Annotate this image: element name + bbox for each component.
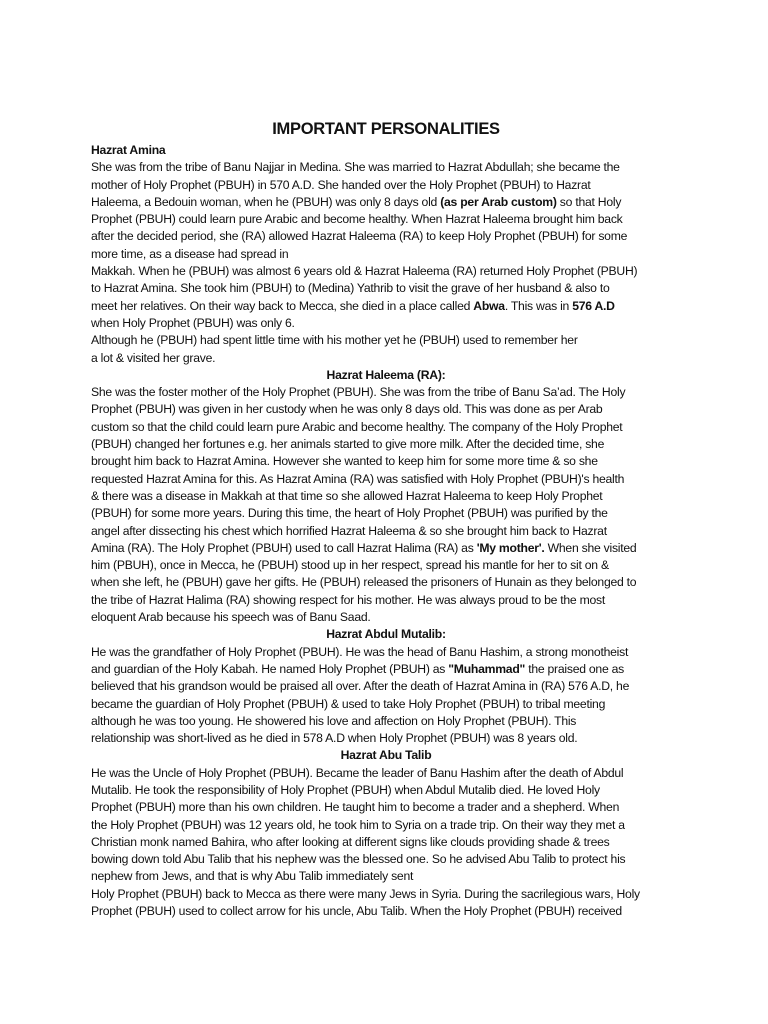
bold-text: "Muhammad" [448,661,526,676]
text-run: & there was a disease in Makkah at that time so she allowed Hazrat Haleema to keep Holy Prophet [91,488,603,503]
paragraph-line [91,609,681,626]
paragraph-line [91,730,681,747]
paragraph-line [91,315,681,332]
text-run: Mutalib. He took the responsibility of Holy Prophet (PBUH) when Abdul Mutalib died. He loved Holy [91,782,600,797]
text-run: She was from the tribe of Banu Najjar in Medina. She was married to Hazrat Abdullah; she became the [91,160,620,175]
text-run: although he was too young. He showered his love and affection on Holy Prophet (PBUH). This [91,713,577,728]
paragraph-line [91,834,681,851]
section [91,747,681,920]
paragraph-line [91,661,681,678]
paragraph-line [91,886,681,903]
text-run: Holy Prophet (PBUH) back to Mecca as there were many Jews in Syria. During the sacrilegious wars, Holy [91,886,640,901]
paragraph-line [91,851,681,868]
text-run: Makkah. When he (PBUH) was almost 6 years old & Hazrat Haleema (RA) returned Holy Prophet (PBUH) [91,264,638,279]
text-run: when she left, he (PBUH) gave her gifts. He (PBUH) released the prisoners of Hunain as they belonged to [91,575,637,590]
paragraph-line [91,228,681,245]
text-run: after the decided period, she (RA) allowed Hazrat Haleema (RA) to keep Holy Prophet (PBUH) for some [91,229,628,244]
text-run: When she visited [544,540,637,555]
paragraph-line [91,678,681,695]
section-heading: Hazrat Haleema (RA): [326,367,446,382]
text-run: Amina (RA). The Holy Prophet (PBUH) used to call Hazrat Halima (RA) as [91,540,477,555]
paragraph-line [91,453,681,470]
paragraph-line [91,505,681,522]
section-heading: Hazrat Abdul Mutalib: [326,627,446,642]
paragraph-line [91,471,681,488]
paragraph-line [91,903,681,920]
bold-text: 'My mother'. [476,540,545,555]
paragraph-line [91,644,681,661]
paragraph-line [91,868,681,885]
text-run: nephew from Jews, and that is why Abu Talib immediately sent [91,869,414,884]
text-run: a lot & visited her grave. [91,350,216,365]
text-run: brought him back to Hazrat Amina. However she wanted to keep him for some more time & so she [91,454,598,469]
paragraph-line [91,350,681,367]
paragraph-line [91,557,681,574]
text-run: Prophet (PBUH) was given in her custody when he was only 8 days old. This was done as per Arab [91,402,603,417]
text-run: angel after dissecting his chest which horrified Hazrat Haleema & so she brought him back to Hazrat [91,523,607,538]
text-run: believed that his grandson would be praised all over. After the death of Hazrat Amina in (RA) 576 A.D, he [91,679,630,694]
text-run: Prophet (PBUH) could learn pure Arabic and become healthy. When Hazrat Haleema brought him back [91,212,623,227]
text-run: the tribe of Hazrat Halima (RA) showing respect for his mother. He was always proud to be the most [91,592,606,607]
text-run: relationship was short-lived as he died in 578 A.D when Holy Prophet (PBUH) was 8 years old. [91,731,578,746]
text-run: custom so that the child could learn pure Arabic and become healthy. The company of the Holy Prophet [91,419,623,434]
text-run: so that Holy [556,194,622,209]
paragraph-line [91,298,681,315]
paragraph-line [91,592,681,609]
text-run: She was the foster mother of the Holy Prophet (PBUH). She was from the tribe of Banu Sa’ad. The Holy [91,385,626,400]
paragraph-line [91,211,681,228]
section [91,367,681,626]
paragraph-line [91,817,681,834]
paragraph-line [91,488,681,505]
text-run: to Hazrat Amina. She took him (PBUH) to (Medina) Yathrib to visit the grave of her husband & also to [91,281,610,296]
text-run: He was the Uncle of Holy Prophet (PBUH). Became the leader of Banu Hashim after the death of Abdul [91,765,624,780]
text-run: the Holy Prophet (PBUH) was 12 years old, he took him to Syria on a trade trip. On their way they met a [91,817,625,832]
text-run: the praised one as [525,661,624,676]
paragraph-line [91,574,681,591]
document-title: IMPORTANT PERSONALITIES [272,120,500,138]
text-run: Prophet (PBUH) more than his own children. He taught him to become a trader and a shepherd. When [91,800,620,815]
paragraph-line [91,401,681,418]
text-run: eloquent Arab because his speech was of Banu Saad. [91,610,371,625]
paragraph-line [91,280,681,297]
paragraph-line [91,713,681,730]
text-run: . This was in [504,298,573,313]
paragraph-line [91,540,681,557]
bold-text: 576 A.D [572,298,615,313]
text-run: Although he (PBUH) had spent little time with his mother yet he (PBUH) used to remember her [91,333,578,348]
section [91,142,681,367]
text-run: requested Hazrat Amina for this. As Hazrat Amina (RA) was satisfied with Holy Prophet (PBUH)'s health [91,471,625,486]
text-run: became the guardian of Holy Prophet (PBUH) & used to take Holy Prophet (PBUH) to tribal meeting [91,696,606,711]
paragraph-line [91,765,681,782]
document-body [91,142,681,920]
paragraph-line [91,799,681,816]
text-run: Prophet (PBUH) used to collect arrow for his uncle, Abu Talib. When the Holy Prophet (PBUH) received [91,904,622,919]
text-run: Haleema, a Bedouin woman, when he (PBUH) was only 8 days old [91,194,441,209]
bold-text: Abwa [473,298,505,313]
text-run: and guardian of the Holy Kabah. He named Holy Prophet (PBUH) as [91,661,449,676]
text-run: when Holy Prophet (PBUH) was only 6. [91,315,295,330]
text-run: meet her relatives. On their way back to Mecca, she died in a place called [91,298,474,313]
text-run: bowing down told Abu Talib that his nephew was the blessed one. So he advised Abu Talib to protect his [91,852,626,867]
paragraph-line [91,263,681,280]
text-run: (PBUH) changed her fortunes e.g. her animals started to give more milk. After the decided time, she [91,437,605,452]
text-run: Christian monk named Bahira, who after looking at different signs like clouds providing shade & trees [91,834,610,849]
section [91,626,681,747]
text-run: him (PBUH), once in Mecca, he (PBUH) stood up in her respect, spread his mantle for her to sit on & [91,558,609,573]
text-run: He was the grandfather of Holy Prophet (PBUH). He was the head of Banu Hashim, a strong monotheist [91,644,629,659]
paragraph-line [91,436,681,453]
section-heading: Hazrat Amina [91,143,166,157]
paragraph-line [91,159,681,176]
paragraph-line [91,332,681,349]
bold-text: (as per Arab custom) [440,194,557,209]
document-page [91,118,681,920]
paragraph-line [91,384,681,401]
paragraph-line [91,696,681,713]
paragraph-line [91,419,681,436]
paragraph-line [91,523,681,540]
text-run: (PBUH) for some more years. During this time, the heart of Holy Prophet (PBUH) was purified by the [91,506,608,521]
paragraph-line [91,194,681,211]
paragraph-line [91,782,681,799]
section-heading: Hazrat Abu Talib [340,748,432,763]
text-run: mother of Holy Prophet (PBUH) in 570 A.D. She handed over the Holy Prophet (PBUH) to Hazrat [91,177,591,192]
paragraph-line [91,177,681,194]
text-run: more time, as a disease had spread in [91,246,289,261]
paragraph-line [91,246,681,263]
